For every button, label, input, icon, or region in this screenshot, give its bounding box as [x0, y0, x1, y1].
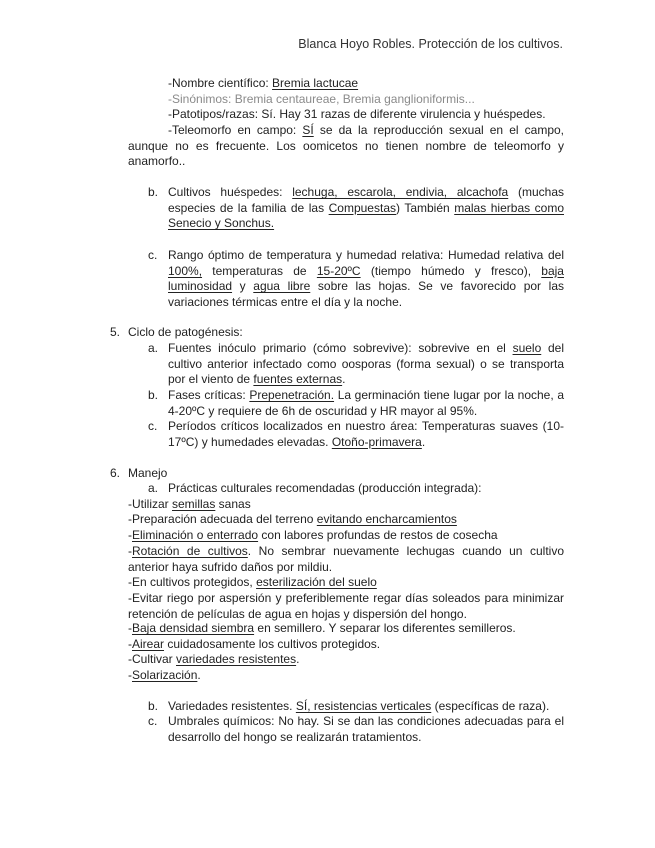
s5a-external-sources: fuentes externas — [253, 372, 343, 386]
section5-title: Ciclo de patogénesis: — [128, 325, 243, 339]
practice-key: Airear — [132, 637, 165, 651]
s6b-vertical: SÍ, resistencias verticales — [295, 699, 432, 713]
practice-line: -Evitar riego por aspersión y preferiblemente regar días soleados para minimizar retención de películas de agua en hojas y dispersión del hongo. — [128, 591, 564, 621]
practice-key: evitando encharcamientos — [316, 512, 457, 526]
intro-scientific-name — [168, 76, 568, 92]
s5a-text-2: del cultivo anterior infectado como oosporas (forma sexual) o se transporta por el viento de — [168, 341, 564, 386]
s5b-prepenetration: Prepenetración. — [249, 388, 335, 402]
practice-line — [128, 668, 568, 684]
s5b-text-2: La germinación tiene lugar por la noche, a 4-20ºC y requiere de 6h de oscuridad y HR mayor al 95%. — [168, 388, 565, 418]
page-header: Blanca Hoyo Robles. Protección de los cultivos. — [298, 37, 563, 51]
practice-line — [128, 512, 568, 528]
practice-text: -En cultivos protegidos, — [128, 575, 257, 589]
s5-critical-phases — [168, 388, 564, 419]
practice-text: en semillero. Y separar los diferentes semilleros. — [254, 621, 516, 635]
practice-line — [128, 575, 568, 591]
range-text-4: y — [232, 279, 254, 293]
sci-label: -Nombre científico: — [168, 76, 273, 90]
practice-line — [128, 528, 568, 544]
s5a-text-1: Fuentes inóculo primario (cómo sobrevive): sobrevive en el — [168, 341, 513, 355]
practice-text: -Utilizar — [128, 497, 172, 511]
host-crops-list: lechuga, escarola, endivia, alcachofa — [292, 185, 509, 199]
s5-critical-periods — [168, 419, 564, 450]
practice-line — [128, 637, 568, 653]
practice-key: Eliminación o enterrado — [132, 528, 259, 542]
s6-b-letter: b. — [148, 699, 159, 713]
s6-c-letter: c. — [148, 714, 158, 728]
range-free-water: agua libre — [253, 279, 311, 293]
host-text-1: Cultivos huéspedes: — [168, 185, 293, 199]
practice-key: Solarización — [132, 668, 198, 682]
s5-c-letter: c. — [148, 419, 158, 433]
range-text-3: (tiempo húmedo y fresco), — [360, 263, 542, 278]
practice-text: cuidadosamente los cultivos protegidos. — [164, 637, 381, 651]
practice-text: - — [128, 621, 132, 635]
practice-line — [128, 544, 564, 575]
host-weeds: malas hierbas como Senecio y Sonchus. — [168, 200, 564, 230]
sci-value: Bremia lactucae — [272, 76, 359, 90]
practice-text: -Cultivar — [128, 652, 177, 666]
s5c-text-1: Períodos críticos localizados en nuestro área: Temperaturas suaves (10-17ºC) y humedades elevadas. — [168, 419, 564, 449]
practice-key: variedades resistentes — [176, 652, 297, 666]
intro-pathotypes: -Patotipos/razas: Sí. Hay 31 razas de diferente virulencia y huéspedes. — [168, 107, 546, 121]
range-low-light: baja luminosidad — [168, 263, 564, 293]
section6-title: Manejo — [128, 466, 168, 480]
practice-text: - — [128, 637, 132, 651]
host-text-3: ) También — [396, 200, 455, 215]
s5a-text-3: . — [342, 372, 346, 386]
range-text-2: temperaturas de — [202, 263, 317, 278]
intro-teleomorph — [128, 123, 564, 170]
practice-key: esterilización del suelo — [256, 575, 377, 589]
practice-key: Baja densidad siembra — [132, 621, 255, 635]
practice-text: sanas — [215, 497, 251, 511]
practice-text: . No sembrar nuevamente lechugas cuando un cultivo anterior haya sufrido daños por mildiu. — [128, 544, 565, 574]
s5b-text-1: Fases críticas: — [168, 388, 250, 402]
s6-chemical-thresholds: Umbrales químicos: No hay. Si se dan las condiciones adecuadas para el desarrollo del hongo se realizarán tratamientos. — [168, 714, 564, 744]
teleo-si: SÍ — [302, 123, 314, 137]
practice-text: . — [197, 668, 201, 682]
practice-text: - — [128, 668, 132, 682]
section6-number: 6. — [110, 466, 121, 480]
s6-a-text: Prácticas culturales recomendadas (producción integrada): — [168, 481, 482, 495]
s5a-soil: suelo — [512, 341, 542, 355]
s5-b-letter: b. — [148, 388, 159, 402]
practice-line — [128, 497, 568, 513]
item-c-letter: c. — [148, 248, 158, 262]
host-family: Compuestas — [328, 200, 396, 215]
s5c-season: Otoño-primavera — [331, 434, 422, 449]
range-text-5: sobre las hojas. Se ve favorecido por las variaciones térmicas entre el día y la noche. — [168, 279, 564, 309]
section5-number: 5. — [110, 325, 121, 339]
s6b-text-2: (específicas de raza). — [431, 699, 550, 713]
teleo-label: -Teleomorfo en campo: — [168, 123, 303, 137]
item-b-letter: b. — [148, 185, 159, 199]
range-humidity: 100%, — [168, 263, 203, 278]
practice-text: - — [128, 544, 132, 558]
s5c-text-2: . — [421, 434, 426, 449]
range-text-1: Rango óptimo de temperatura y humedad relativa: Humedad relativa del — [168, 248, 564, 262]
item-optimal-range — [168, 248, 564, 310]
practice-key: semillas — [172, 497, 216, 511]
practice-line — [128, 652, 568, 668]
s5-a-letter: a. — [148, 341, 159, 355]
s6-a-letter: a. — [148, 481, 159, 495]
host-text-2: (muchas especies de la familia de las — [168, 185, 564, 215]
practice-text: - — [128, 528, 132, 542]
s6-resistant-varieties — [168, 699, 568, 715]
practice-text: -Preparación adecuada del terreno — [128, 512, 317, 526]
practice-text: con labores profundas de restos de cosecha — [258, 528, 498, 542]
intro-synonyms: -Sinónimos: Bremia centaureae, Bremia ganglioniformis... — [168, 92, 475, 106]
practice-line — [128, 621, 568, 637]
range-temperature: 15-20ºC — [316, 263, 361, 278]
s5-primary-inoculum — [168, 341, 564, 388]
s6b-text-1: Variedades resistentes. — [168, 699, 296, 713]
item-host-crops — [168, 185, 564, 232]
practice-key: Rotación de cultivos — [132, 544, 248, 558]
teleo-rest: se da la reproducción sexual en el campo, aunque no es frecuente. Los oomicetos no tienen nombre de teleomorfo y anamorfo.. — [128, 123, 565, 168]
practice-text: . — [296, 652, 300, 666]
